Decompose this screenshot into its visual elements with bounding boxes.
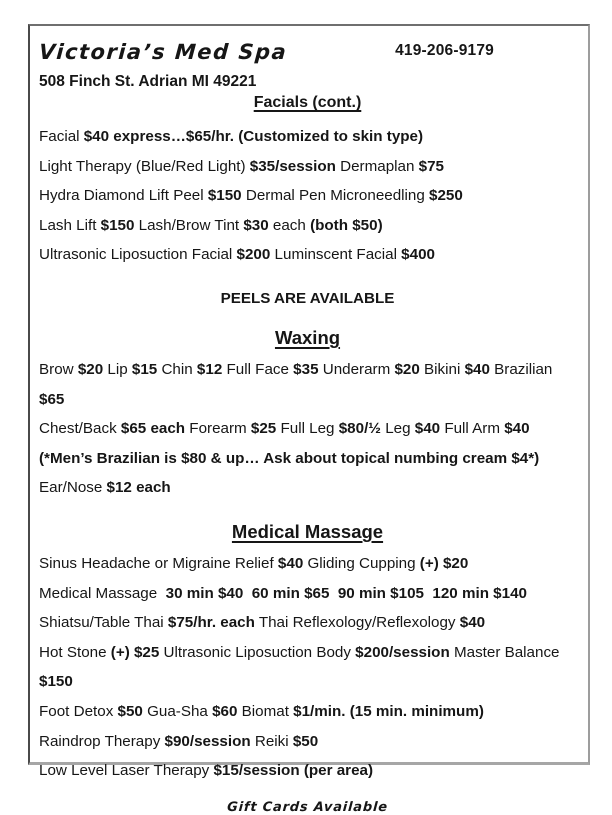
address: 508 Finch St. Adrian MI 49221 (39, 73, 257, 90)
price-text: $15 (131, 360, 158, 378)
menu-line-ear-nose (39, 473, 576, 503)
price-text: $150 (207, 187, 242, 205)
price-text: $65 each (120, 420, 186, 438)
menu-line-hot-stone (39, 638, 576, 697)
service-text: Full Face (222, 360, 294, 378)
service-text: Lash Lift (39, 216, 101, 234)
service-text: Sinus Headache or Migraine Relief (39, 554, 278, 572)
price-text: $30 (243, 216, 269, 234)
service-text: Chest/Back (39, 420, 121, 438)
service-text: Light Therapy (Blue/Red Light) (39, 157, 250, 175)
price-text: $35 (293, 360, 319, 378)
price-text: $75/hr. each (167, 614, 255, 632)
menu-line-wax-body (39, 414, 576, 444)
menu-line-foot-detox (39, 697, 576, 727)
price-text: $65 (39, 390, 65, 408)
service-text: Full Arm (440, 420, 505, 438)
service-text: Chin (157, 360, 197, 378)
menu-line-mens-brazilian (39, 444, 576, 474)
price-text: $150 (100, 216, 135, 234)
menu-line-sinus-relief (39, 549, 576, 579)
service-text: Full Leg (276, 420, 339, 438)
service-text: Gliding Cupping (303, 554, 420, 572)
price-text: $400 (401, 246, 435, 264)
service-text: Lash/Brow Tint (134, 216, 244, 234)
price-text: $150 (39, 673, 73, 691)
menu-line-hydra-peel (39, 181, 576, 211)
menu-line-medical-massage (39, 579, 576, 609)
price-text: $80/½ (338, 420, 381, 438)
price-text: $200/session (355, 643, 450, 661)
service-text: Brow (39, 360, 78, 378)
price-text: $250 (429, 187, 463, 205)
price-text: $35/session (249, 157, 336, 175)
service-text: Thai Reflexology/Reflexology (254, 614, 460, 632)
service-text: Lip (103, 360, 132, 378)
price-text: $50 (117, 702, 143, 720)
service-text: Underarm (318, 360, 395, 378)
service-text: Biomat (237, 702, 294, 720)
service-text: Dermal Pen Microneedling (241, 187, 430, 205)
service-text: each (268, 216, 311, 234)
price-text: $12 each (106, 479, 171, 497)
price-text: $40 (277, 554, 304, 572)
price-text: $60 (212, 702, 238, 720)
price-text: (+) $20 (419, 554, 469, 572)
price-text: $40 (414, 420, 441, 438)
price-text: $25 (250, 420, 277, 438)
price-text: $75 (418, 157, 444, 175)
service-text: Ultrasonic Liposuction Body (159, 643, 356, 661)
service-text: Forearm (185, 420, 251, 438)
service-text: Luminscent Facial (270, 246, 402, 264)
price-text: $1/min. (15 min. minimum) (293, 702, 484, 720)
service-text: Bikini (419, 360, 465, 378)
price-text: $20 (77, 360, 104, 378)
service-text: Facial (39, 128, 84, 145)
price-text: (*Men’s Brazilian is $80 & up… Ask about topical numbing cream $4*) (39, 449, 540, 467)
section-heading-waxing: Waxing (274, 326, 341, 348)
menu-line-laser-therapy (39, 756, 576, 786)
menu-line-lash-lift (39, 211, 576, 241)
service-text: Gua-Sha (142, 702, 213, 720)
service-text: Raindrop Therapy (39, 732, 165, 750)
price-text: $50 (292, 732, 319, 750)
menu-line-light-therapy (39, 152, 576, 182)
service-text: Medical Massage (39, 584, 166, 602)
service-text: Shiatsu/Table Thai (39, 614, 168, 632)
peels-note: PEELS ARE AVAILABLE (220, 289, 395, 307)
menu-line-raindrop (39, 727, 576, 757)
price-text: $20 (394, 360, 420, 378)
service-text: Dermaplan (335, 157, 419, 175)
price-text: $12 (196, 360, 223, 378)
price-text: $40 (459, 614, 486, 632)
menu-line-facial (39, 122, 576, 152)
menu-line-wax-face (39, 355, 576, 414)
service-text: Leg (380, 420, 415, 438)
service-text: Ultrasonic Liposuction Facial (39, 246, 237, 264)
price-text: $40 (504, 420, 530, 438)
price-text: $15/session (per area) (213, 762, 374, 780)
section-heading-facials: Facials (cont.) (253, 94, 362, 111)
price-text: $40 (464, 360, 490, 378)
service-text: Hydra Diamond Lift Peel (39, 187, 208, 205)
phone-number: 419-206-9179 (395, 42, 494, 59)
price-text: $90/session (164, 732, 251, 750)
footer-note: Gift Cards Available (226, 799, 389, 815)
price-text: (+) $25 (110, 643, 160, 661)
service-text: Foot Detox (39, 702, 118, 720)
service-text: Low Level Laser Therapy (39, 762, 214, 780)
page-header (39, 39, 576, 65)
price-text: (both $50) (310, 216, 383, 234)
service-text: Reiki (250, 732, 293, 750)
service-text: Master Balance (449, 643, 564, 661)
service-text: Hot Stone (39, 643, 111, 661)
section-heading-medical-massage: Medical Massage (231, 520, 384, 542)
menu-lines (39, 93, 576, 786)
spa-title: Victoria’s Med Spa (38, 40, 289, 64)
price-text: $40 express…$65/hr. (Customized to skin type) (83, 128, 424, 145)
menu-line-shiatsu (39, 608, 576, 638)
service-text: Ear/Nose (39, 479, 107, 497)
price-text: $200 (236, 246, 271, 264)
menu-line-ultrasonic-facial (39, 240, 576, 270)
price-list-page (28, 24, 590, 815)
price-text: 30 min $40 60 min $65 90 min $105 120 min $140 (165, 584, 527, 602)
service-text: Brazilian (489, 360, 557, 378)
